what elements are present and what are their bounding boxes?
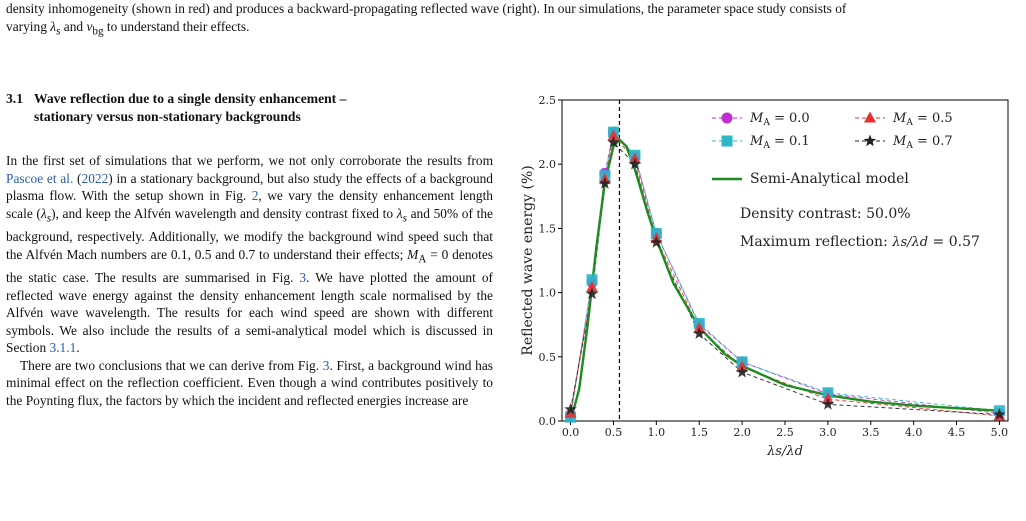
reflection-chart bbox=[520, 88, 1015, 468]
section-title-line1: Wave reflection due to a single density enhancement – bbox=[34, 91, 347, 106]
intro-line-1: density inhomogeneity (shown in red) and produces a backward-propagating reflected wave (right). In our simulations, the parameter space study consists of bbox=[6, 1, 847, 16]
citation-year-link[interactable]: 2022 bbox=[81, 170, 109, 186]
figure-3-link[interactable]: 3 bbox=[299, 269, 307, 285]
y-tick-label: 2.0 bbox=[538, 158, 556, 172]
y-tick-label: 1.0 bbox=[538, 286, 556, 300]
x-tick-label: 2.0 bbox=[733, 426, 751, 439]
legend-label: $M_A = 0.7$ bbox=[893, 134, 953, 151]
x-tick-label: 4.0 bbox=[904, 426, 923, 439]
x-tick-label: 1.0 bbox=[647, 426, 666, 439]
x-tick-label: 4.5 bbox=[947, 426, 966, 439]
y-tick-label: 0.5 bbox=[538, 350, 556, 364]
x-axis-label: λs/λd bbox=[767, 444, 803, 459]
legend-label: $M_A = 0.5$ bbox=[893, 111, 953, 128]
y-tick-label: 0.0 bbox=[538, 415, 556, 428]
x-tick-label: 2.5 bbox=[776, 426, 794, 439]
legend-label: $M_A = 0.1$ bbox=[750, 134, 810, 151]
legend-marker bbox=[722, 113, 733, 124]
paragraph-1: In the first set of simulations that we perform, we not only corroborate the results from Pascoe et al. (2022) in a stationary background, but also study the effects of a background plasma flow. With the setup shown in Fig. 2, we vary the density enhancement length scale $(\lambda_s)$, and keep the Alfvén wavelength and density contrast fixed to $\lambda_s$ and 50% of the background, respectively. Additionally, we modify the background wind speed such that the Alfvén Mach numbers are 0.1, 0.5 and 0.7 to understand their effects; $M_A = 0$ denotes the static case. The results are summarised in Fig. 3. We have plotted the amount of reflected wave energy against the density enhancement length scale normalised by the Alfvén wave wavelength. The results for each wind speed are shown with different symbols. We also include the results of a semi-analytical model which is discussed in Section 3.1.1. bbox=[6, 153, 493, 356]
legend-model-label: Semi-Analytical model bbox=[750, 171, 909, 187]
x-tick-label: 0.0 bbox=[561, 426, 580, 439]
x-tick-label: 0.5 bbox=[604, 426, 623, 439]
section-number: 3.1 bbox=[6, 91, 23, 106]
section-heading bbox=[6, 90, 486, 125]
y-axis-label: Reflected wave energy (%) bbox=[520, 165, 536, 356]
y-tick-label: 1.5 bbox=[538, 222, 556, 236]
y-tick-label: 2.5 bbox=[538, 94, 556, 107]
figure-2-link[interactable]: 2 bbox=[251, 188, 259, 204]
legend-label: $M_A = 0.0$ bbox=[750, 111, 810, 128]
section-3-1-1-link[interactable]: 3.1.1 bbox=[49, 340, 77, 356]
section-title-line2: stationary versus non-stationary backgrounds bbox=[34, 108, 301, 124]
paragraph-2: There are two conclusions that we can derive from Fig. 3. First, a background wind has minimal effect on the reflection coefficient. Even though a wind contributes positively to the Poynting flux, the factors by which the incident and reflected energies increase are bbox=[6, 357, 494, 409]
x-tick-label: 1.5 bbox=[690, 426, 708, 439]
intro-text bbox=[6, 0, 1020, 41]
legend-marker bbox=[864, 112, 876, 123]
intro-line-2: varying $\lambda_s$ and $v_{bg}$ to understand their effects. bbox=[6, 18, 250, 38]
body-text bbox=[6, 152, 493, 410]
x-tick-label: 3.0 bbox=[819, 426, 837, 439]
legend-marker bbox=[722, 136, 733, 147]
figure-3 bbox=[520, 88, 1015, 468]
citation-link[interactable]: Pascoe et al. bbox=[6, 170, 74, 186]
x-tick-label: 5.0 bbox=[990, 426, 1009, 439]
x-tick-label: 3.5 bbox=[862, 426, 880, 439]
figure-3-link-2[interactable]: 3 bbox=[322, 357, 330, 373]
density-annotation: Density contrast: 50.0% bbox=[740, 206, 911, 222]
legend-marker bbox=[864, 135, 876, 147]
reflection-annotation: Maximum reflection: λs/λd = 0.57 bbox=[740, 234, 980, 250]
